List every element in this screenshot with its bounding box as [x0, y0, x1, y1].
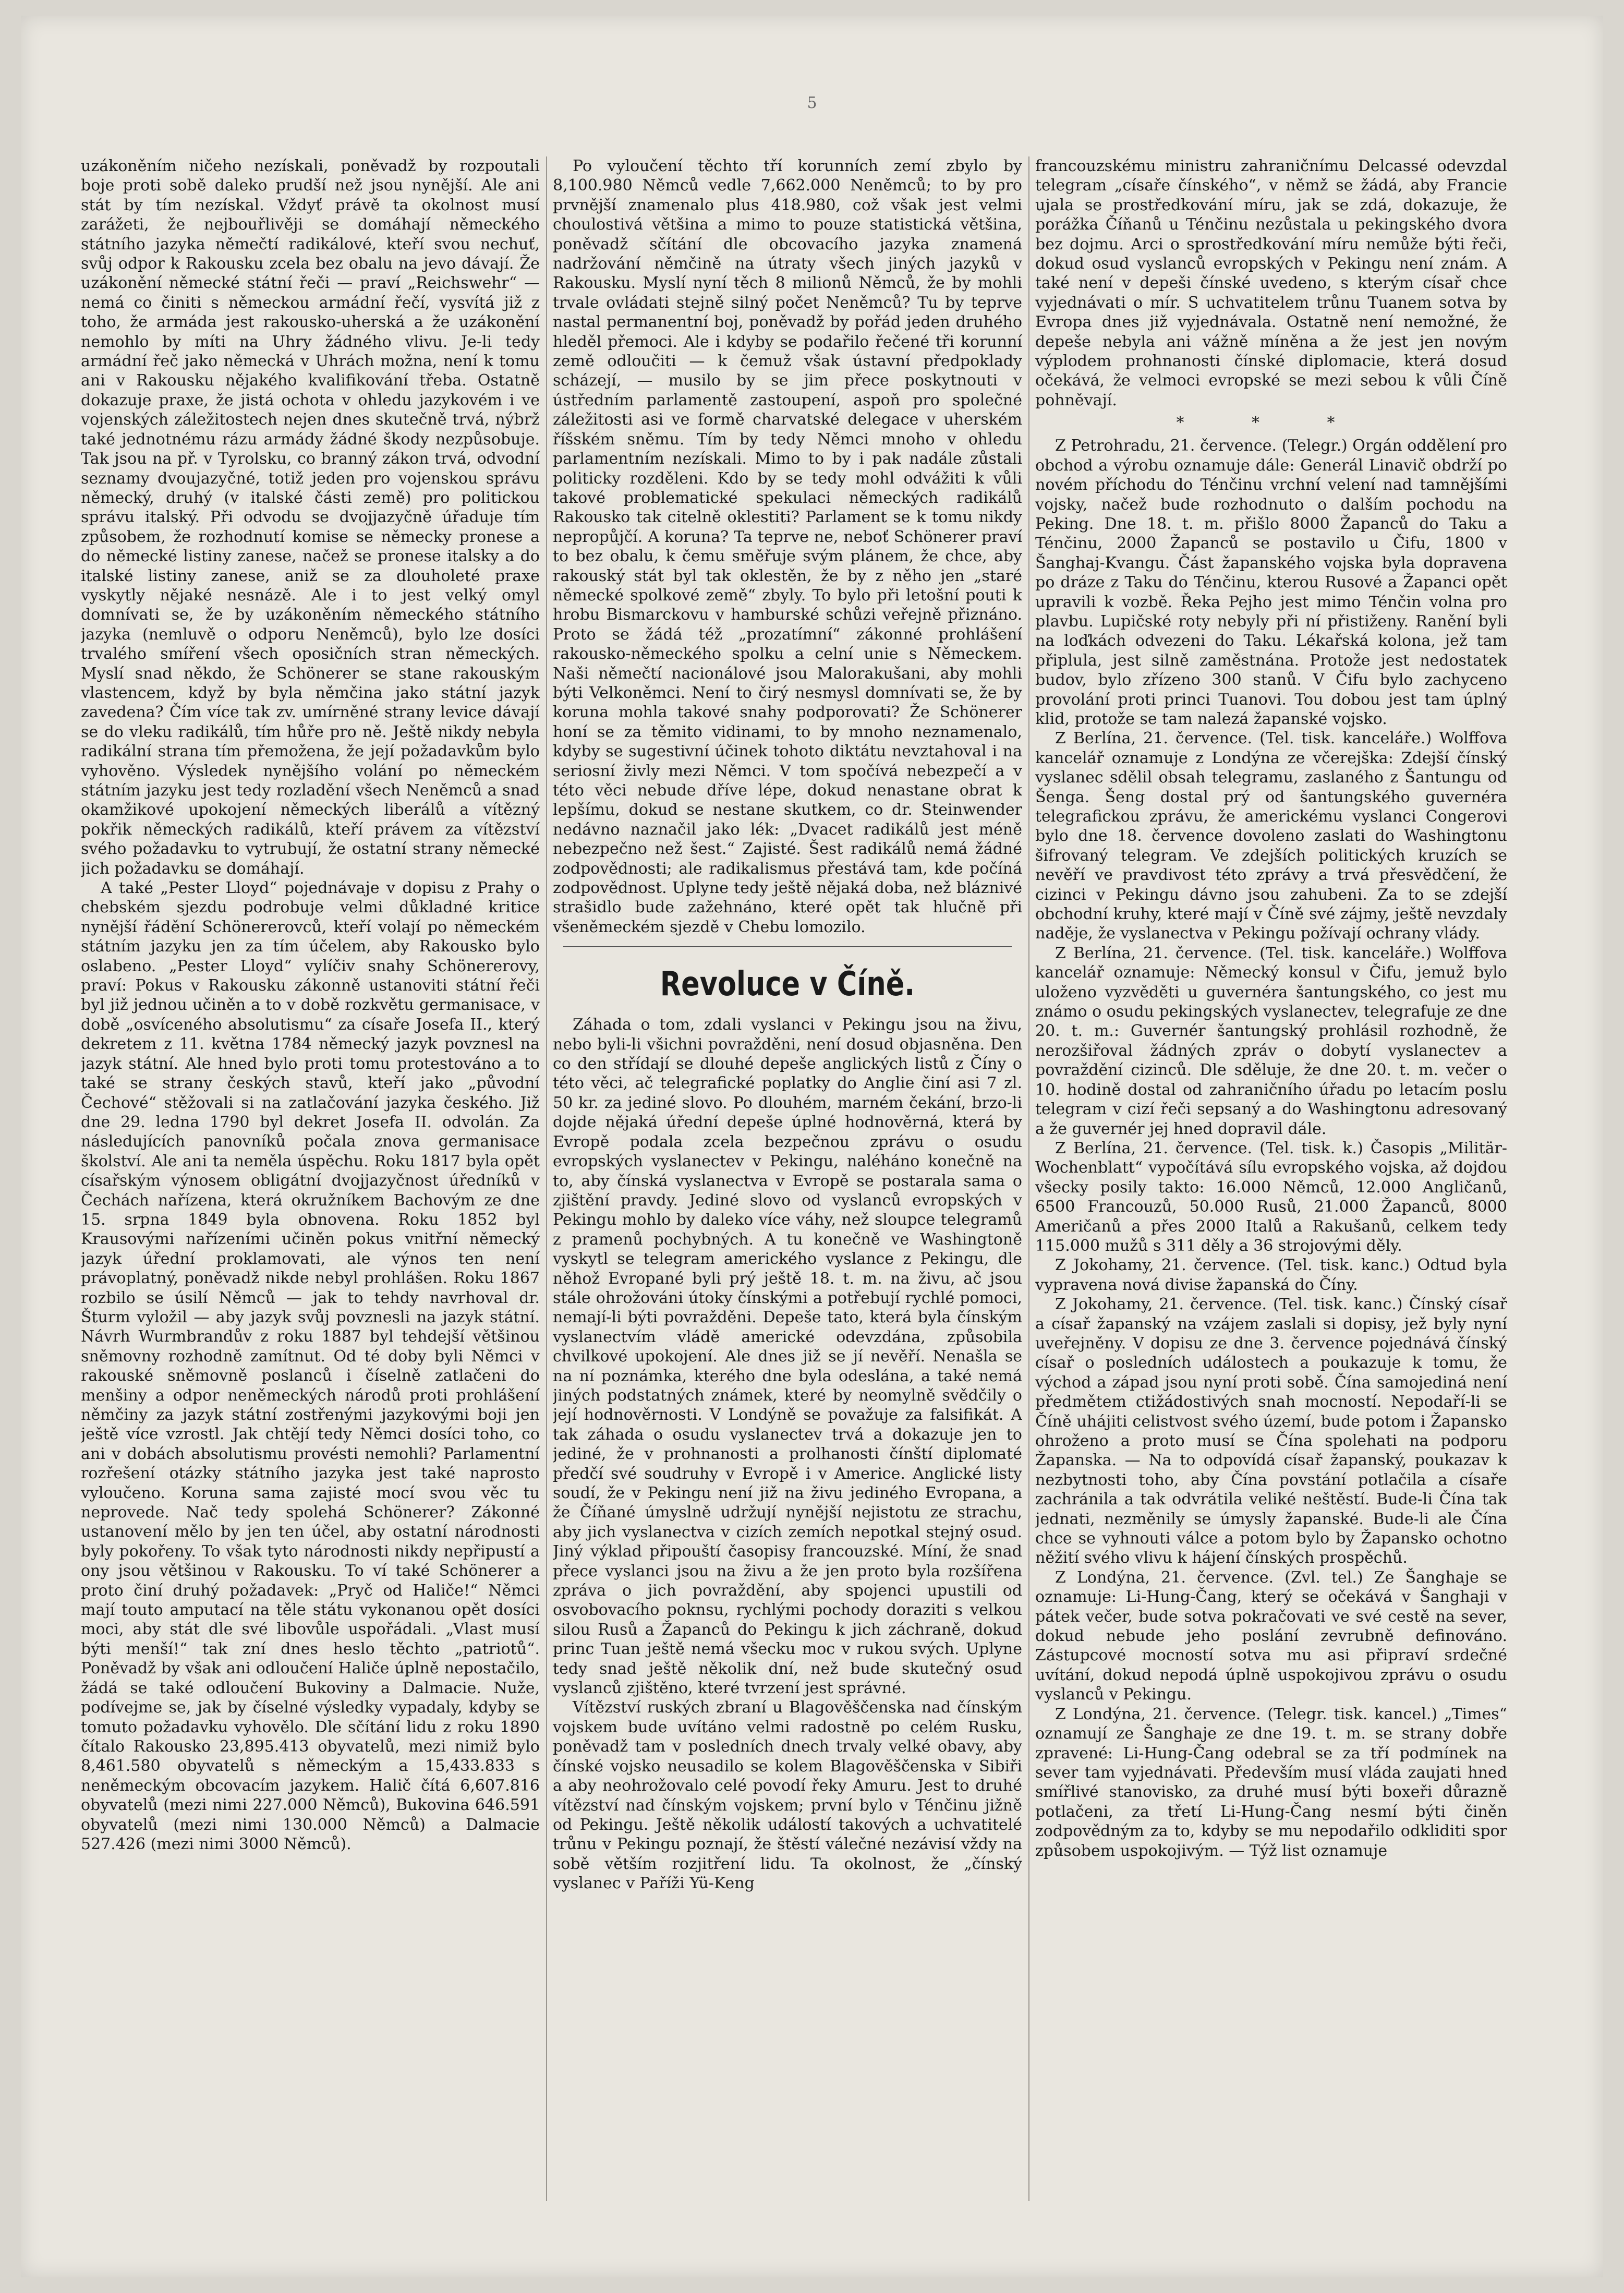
news-item: Z Berlína, 21. července. (Tel. tisk. k.) Časopis „Militär-Wochenblatt“ vypočítává sílu evropského vojska, až dojdou všecky posily takto: 16.000 Němců, 12.000 Angličanů, 6500 Francouzů, 50.000 Rusů, 21.000 Žapanců, 8000 Američanů a přes 2000 Italů a Rakušanů, celkem tedy 115.000 mužů s 311 děly a 36 strojovými děly. — [1035, 1139, 1507, 1255]
section-divider — [563, 946, 1012, 947]
news-item: Z Londýna, 21. července. (Telegr. tisk. kancel.) „Times“ oznamují ze Šanghaje ze dne 19. t. m. se strany dobře zpravené: Li-Hung-Čang odebral se za tří podmínek na sever tam vyjednávati. Především musí vláda zaujati hned smířlivé stanovisko, za druhé musí býti boxeři důrazně potlačeni, za třetí Li-Hung-Čang nesmí býti činěn zodpovědným za to, kdyby se mu nepodařilo odkliditi spor způsobem uspokojivým. — Týž list oznamuje — [1035, 1705, 1507, 1860]
news-item: Z Londýna, 21. července. (Zvl. tel.) Ze Šanghaje se oznamuje: Li-Hung-Čang, který se očekává v Šanghaji v pátek večer, bude sotva pokračovati ve své cestě na sever, dokud nebude jeho poslání zevrubně definováno. Zástupcové mocností sotva mu asi připraví srdečné uvítání, dokud nepodá úplně uspokojivou zprávu o osudu vyslanců v Pekingu. — [1035, 1568, 1507, 1704]
page-number: 5 — [807, 94, 817, 112]
news-item: Z Jokohamy, 21. července. (Tel. tisk. kanc.) Čínský císař a císař žapanský na vzájem zaslali si dopisy, jež byly nyní uveřejněny. V dopisu ze dne 3. července pojednává čínský císař o posledních událostech a poukazuje k tomu, že východ a západ jsou nyní proti sobě. Čína samojediná není předmětem ctižádostivých snah mocností. Nepodaří-li se Číně uhájiti celistvost svého území, bude potom i Žapansko ohroženo a proto musí se Čína spolehati na podporu Žapanska. — Na to odpovídá císař žapanský, poukazav k nezbytnosti toho, aby Čína povstání potlačila a císaře zachránila a tak odvrátila veliké neštěstí. Bude-li Čína tak jednati, nezměnily se úmysly žapanské. Bude-li ale Čína chce se vyhnouti válce a potom bylo by Žapansko ochotno něžití svého vlivu k hájení čínských prospěchů. — [1035, 1295, 1507, 1567]
article-paragraph: Po vyloučení těchto tří korunních zemí zbylo by 8,100.980 Němců vedle 7,662.000 Neněmců; to by pro prvnější znamenalo plus 418.980, což však jest velmi choulostivá většina a mimo to pouze statistická většina, poněvadž sčítání dle obcovacího jazyka znamená nadržování němčině na útraty všech jiných jazyků v Rakousku. Myslí nyní těch 8 milionů Němců, že by mohli trvale ovládati stejně silný počet Neněmců? Tu by teprve nastal permanentní boj, poněvadž by pořád jeden druhého hleděl přemoci. Ale i kdyby se podařilo řečené tři korunní země odloučiti — k čemuž však ústavní předpoklady scházejí, — musilo by se jim přece poskytnouti v ústředním parlamentě zastoupení, aspoň pro společné záležitosti asi ve formě charvatské delegace v uherském říšském sněmu. Tím by tedy Němci mnoho v ohledu parlamentním nezískali. Mimo to by i pak nadále zůstali politicky rozděleni. Kdo by se tedy mohl odvážiti k vůli takové problematické spekulaci německých radikálů Rakousko tak citelně oklestiti? Parlament se k tomu nikdy nepropůjčí. A koruna? Ta teprve ne, neboť Schönerer praví to bez obalu, k čemu směřuje svým plánem, že chce, aby rakouský stát byl tak oklestěn, že by z něho jen „staré německé spolkové země“ zbyly. To bylo při letošní pouti k hrobu Bismarckovu v hamburské schůzi veřejně přiznáno. Proto se žádá též „prozatímní“ zákonné prohlášení rakousko-německého spolku a celní unie s Německem. Naši němečtí nacionálové jsou Malorakušani, aby mohli býti Velkoněmci. Není to čirý nesmysl domnívati se, že by koruna mohla takové snahy podporovati? Že Schönerer honí se za těmito vidinami, to by mnoho neznamenalo, kdyby se sugestivní účinek tohoto diktátu nevztahoval i na seriosní živly mezi Němci. V tom spočívá nebezpečí a v této věci nebude dříve lépe, dokud nenastane obrat k lepšímu, dokud se nestane skutkem, co dr. Steinwender nedávno naznačil jako lék: „Dvacet radikálů jest méně nebezpečno než šest.“ Zajisté. Šest radikálů nemá žádné zodpovědnosti; ale radikalismus přestává tam, kde počíná zodpovědnost. Uplyne tedy ještě nějaká doba, než bláznivé strašidlo bude zažehnáno, které opět tak hlučně při všeněmeckém sjezdě v Chebu lomozilo. — [553, 157, 1022, 936]
column-rule — [1028, 156, 1029, 2201]
article-paragraph: A také „Pester Lloyd“ pojednávaje v dopisu z Prahy o chebském sjezdu podrobuje velmi důkladné kritice nynější řádění Schönererovců, kteří volají po německém státním jazyku jen za tím účelem, aby Rakousko bylo oslabeno. „Pester Lloyd“ vylíčiv snahy Schönererovy, praví: Pokus v Rakousku zákonně ustanoviti státní řeči byl již jednou učiněn a to v době rozkvětu germanisace, v době „osvíceného absolutismu“ za císaře Josefa II., který dekretem z 11. května 1784 německý jazyk povznesl na jazyk státní. Ale hned bylo proti tomu protestováno a to také se strany českých stavů, kteří jako „původní Čechové“ stěžovali si na zatlačování jazyka českého. Již dne 29. ledna 1790 byl dekret Josefa II. odvolán. Za následujících panovníků počala znova germanisace školství. Ale ani ta neměla úspěchu. Roku 1817 byla opět císařským výnosem obligátní dvojjazyčnost úředníků v Čechách nařízena, která okružníkem Bachovým ze dne 15. srpna 1849 byla obnovena. Roku 1852 byl Krausovými nařízeními učiněn pokus vnitřní německý jazyk úřední proklamovati, ale výnos ten není právoplatný, poněvadž nikde nebyl prohlášen. Roku 1867 rozbilo se úsilí Němců — jak to tehdy navrhoval dr. Šturm vyložil — aby jazyk svůj povznesli na jazyk státní. Návrh Wurmbrandův z roku 1887 byl tehdejší většinou sněmovny rozhodně zamítnut. Od té doby byli Němci v rakouské sněmovně poslanců i číselně zatlačeni do menšiny a odpor neněmeckých národů proti prohlášení němčiny za jazyk státní zostřenými jazykovými boji jen ještě více vzrostl. Jak chtějí tedy Němci dosíci toho, co ani v dobách absolutismu provésti nemohli? Parlamentní rozřešení otázky státního jazyka jest také naprosto vyloučeno. Koruna sama zajisté mocí svou věc tu neprovede. Nač tedy spolehá Schönerer? Zákonné ustanovení mělo by jen ten účel, aby ostatní národnosti byly pokořeny. To však tyto národnosti nikdy nepřipustí a ony jsou většinou v Rakousku. To ví také Schönerer a proto činí druhý požadavek: „Pryč od Haliče!“ Němci mají touto amputací na těle státu vykonanou opět dosíci moci, aby stát dle své libovůle uspořádali. „Vlast musí býti menší!“ tak zní dnes heslo těchto „patriotů“. Poněvadž by však ani odloučení Haliče úplně nepostačilo, žádá se také odloučení Bukoviny a Dalmacie. Nuže, podívejme se, jak by číselné výsledky vypadaly, kdyby se tomuto požadavku vyhovělo. Dle sčítání lidu z roku 1890 čítalo Rakousko 23,895.413 obyvatelů, mezi nimiž bylo 8,461.580 obyvatelů s německým a 15,433.833 s neněmeckým obcovacím jazykem. Halič čítá 6,607.816 obyvatelů (mezi nimi 227.000 Němců), Bukovina 646.591 obyvatelů (mezi nimi 130.000 Němců) a Dalmacie 527.426 (mezi nimi 3000 Němců). — [81, 879, 540, 1853]
news-item: Z Jokohamy, 21. července. (Tel. tisk. kanc.) Odtud byla vypravena nová divise žapanská do Číny. — [1035, 1256, 1507, 1294]
column-1 — [81, 156, 540, 2201]
article-paragraph: Záhada o tom, zdali vyslanci v Pekingu jsou na živu, nebo byli-li všichni povražděni, není dosud objasněna. Den co den střídají se dlouhé depeše anglických listů z Číny o této věci, ač telegrafické poplatky do Anglie činí asi 7 zl. 50 kr. za jediné slovo. Po dlouhém, marném čekání, brzo-li dojde nějaká úřední depeše úplné hodnověrná, která by Evropě podala zcela bezpečnou zprávu o osudu evropských vyslanectev v Pekingu, naléháno konečně na to, aby čínská vyslanectva v Evropě se postarala sama o zjištění pravdy. Jediné slovo od vyslanců evropských v Pekingu mohlo by daleko více váhy, než sloupce telegramů z pramenů pochybných. A tu konečně ve Washingtoně vyskytl se telegram amerického vyslance z Pekingu, dle něhož Evropané byli prý ještě 18. t. m. na živu, ač jsou stále ohrožováni útoky čínskými a potřebují rychlé pomoci, nemají-li býti povražděni. Depeše tato, která byla čínským vyslanectvím vládě americké odevzdána, způsobila chvilkové upokojení. Ale dnes již se jí nevěří. Nenašla se na ní poznámka, kterého dne byla odeslána, a také nemá jiných podstatných známek, které by neomylně svědčily o její hodnověrnosti. V Londýně se považuje za falsifikát. A tak záhada o osudu vyslanectev trvá a dokazuje jen to jediné, že v prohnanosti a prolhanosti čínští diplomaté předčí své soudruhy v Evropě i v Americe. Anglické listy soudí, že v Pekingu není již na živu jediného Evropana, a že Číňané úmyslně udržují nynější nejistotu ze strachu, aby jich vyslanectva v cizích zemích nepotkal stejný osud. Jiný výklad připouští časopisy francouzské. Míní, že snad přece vyslanci jsou na živu a že jen proto byla rozšířena zpráva o jich povraždění, aby spojenci upustili od osvobovacího poknsu, rychlými pochody doraziti s velkou silou Rusů a Žapanců do Pekingu k jich záchraně, dokud princ Tuan ještě nemá všecku moc v rukou svých. Uplyne tedy snad ještě několik dní, než bude skutečný osud vyslanců zjištěno, které tvrzení jest správné. — [553, 1016, 1022, 1698]
article-paragraph: uzákoněním ničeho nezískali, poněvadž by rozpoutali boje proti sobě daleko prudší než jsou nynější. Ale ani stát by tím nezískal. Vždyť právě ta okolnost musí zarážeti, že nejbouřlivěji se domáhají německého státního jazyka němečtí radikálové, kteří svou nechuť, svůj odpor k Rakousku zcela bez obalu na jevo dávají. Že uzákonění německé státní řeči — praví „Reichswehr“ — nemá co činiti s německou armádní řečí, vysvítá již z toho, že armáda jest rakousko-uherská a že uzákonění nemohlo by míti na Uhry žádného vlivu. Je-li tedy armádní řeč jako německá v Uhrách možna, není k tomu ani v Rakousku nějakého kvalifikování třeba. Ostatně dokazuje praxe, že jistá ochota v ohledu jazykovém i ve vojenských záležitostech nejen dnes skutečně trvá, nýbrž také jednotnému rázu armády žádné škody nezpůsobuje. Tak jsou na př. v Tyrolsku, co branný zákon trvá, odvodní seznamy dvoujazyčné, totiž jeden pro vojenskou správu německý, druhý (v italské části země) pro politickou správu italský. Při odvodu se dvojjazyčně úřaduje tím způsobem, že rozhodnutí komise se německy pronese a do německé listiny zanese, načež se pronese italsky a do italské listiny zanese, aniž se za dlouholeté praxe vyskytly nějaké nesnázě. Ale i to jest velký omyl domnívati se, že by uzákoněním německého státního jazyka (nemluvě o odporu Neněmců), bylo lze dosíci trvalého smíření všech oposičních stran německých. Myslí snad někdo, že Schönerer se stane rakouským vlastencem, když by byla němčina jako státní jazyk zavedena? Čím více tak zv. umírněné strany levice dávají se do vleku radikálů, tím hůře pro ně. Ještě nikdy nebyla radikální strana tím přemožena, že její požadavkům bylo vyhověno. Výsledek nynějšího volání po německém státním jazyku jest tedy rozladění všech Neněmců a snad okamžikové upokojení německých liberálů a vítězný pokřik německých radikálů, kteří právem za vítězství svého požadavku to vytrubují, že ostatní strany německé jich požadavku se domáhají. — [81, 157, 540, 878]
section-heading: Revoluce v Číně. — [660, 965, 915, 1004]
section-stars: * * * — [1176, 414, 1366, 432]
news-item: Z Berlína, 21. července. (Tel. tisk. kanceláře.) Wolffova kancelář oznamuje: Německý konsul v Čifu, jemuž bylo uloženo vyzvěděti u guvernéra šantungského, co jest mu známo o osudu pekingských vyslanectev, telegrafuje ze dne 20. t. m.: Guvernér šantungský prohlásil rozhodně, že nerozšiřoval žádných zpráv o dobytí vyslanectev a povraždění cizinců. Dle sděluje, že dne 20. t. m. večer o 10. hodině dostal od zahraničního úřadu po letacím poslu telegram v cizí řeči sepsaný a do Washingtonu adresovaný a že guvernér jej hned dopravil dále. — [1035, 944, 1507, 1138]
newspaper-page — [21, 16, 1603, 2277]
column-2 — [553, 156, 1022, 2201]
article-paragraph: Vítězství ruských zbraní u Blagověščenska nad čínským vojskem bude uvítáno velmi radostně po celém Rusku, poněvadž tam v posledních dnech trvaly velké obavy, aby čínské vojsko neusadilo se kolem Blagověščenska v Sibiři a aby neohrožovalo celé povodí řeky Amuru. Jest to druhé vítězství nad čínským vojskem; první bylo v Ténčinu jižně od Pekingu. Ještě několik událostí takových a uchvatitelé trůnu v Pekingu poznají, že štěstí válečné nezávisí vždy na sobě větším rozjitření lidu. Ta okolnost, že „čínský vyslanec v Paříži Yü-Keng — [553, 1698, 1022, 1893]
news-item: Z Berlína, 21. července. (Tel. tisk. kanceláře.) Wolffova kancelář oznamuje z Londýna ze včerejška: Zdejší čínský vyslanec sdělil obsah telegramu, zaslaného z Šantungu od Šenga. Šeng dostal prý od šantungského guvernéra telegrafickou zprávu, že americkému vyslanci Congerovi bylo dne 18. července dovoleno zaslati do Washingtonu šifrovaný telegram. Ve zdejších politických kruzích se nevěří ve pravdivost této zprávy a trvá přesvědčení, že cizinci v Pekingu dávno jsou zahubeni. Za to se zdejší obchodní kruhy, které mají v Číně své zájmy, ještě nevzdaly naděje, že vyslanectva v Pekingu požívají ochrany vlády. — [1035, 729, 1507, 943]
news-item: Z Petrohradu, 21. července. (Telegr.) Orgán oddělení pro obchod a výrobu oznamuje dále: Generál Linavič obdrží po novém příchodu do Ténčinu vrchní velení nad tamnějšími vojsky, načež bude rozhodnuto o dalším pochodu na Peking. Dne 18. t. m. přišlo 8000 Žapanců do Taku a Ténčinu, 2000 Žapanců se postavilo u Čifu, 1800 v Šanghaj-Kvangu. Část žapanského vojska byla dopravena po dráze z Taku do Ténčinu, kterou Rusové a Žapanci opět upravili k vozbě. Řeka Pejho jest mimo Ténčin volna pro plavbu. Lupičské roty nebyly při ní přistiženy. Ranění byli na loďkách odvezeni do Taku. Lékařská kolona, jež tam připlula, jest silně zaměstnána. Protože jest nedostatek budov, bylo zřízeno 300 stanů. V Čifu bylo zachyceno provolání proti princi Tuanovi. Tou dobou jest tam úplný klid, protože se tam nalezá žapanské vojsko. — [1035, 437, 1507, 728]
column-rule — [546, 156, 547, 2201]
column-3 — [1035, 156, 1507, 2201]
article-paragraph: francouzskému ministru zahraničnímu Delcassé odevzdal telegram „císaře čínského“, v němž se žádá, aby Francie ujala se prostředkování míru, jak se zdá, dokazuje, že porážka Číňanů u Ténčinu nezůstala u pekingského dvora bez dojmu. Arci o sprostředkování míru nemůže býti řeči, dokud osud vyslanců evropských v Pekingu není znám. A také není v depeši čínské uvedeno, s kterým císař chce vyjednávati o mír. S uchvatitelem trůnu Tuanem sotva by Evropa dnes již vyjednávala. Ostatně není nemožné, že depeše nebyla ani vážně míněna a že jest jen novým výplodem prohnanosti čínské diplomacie, která dosud očekává, že velmoci evropské se mezi sebou k vůli Číně pohněvají. — [1035, 157, 1507, 409]
